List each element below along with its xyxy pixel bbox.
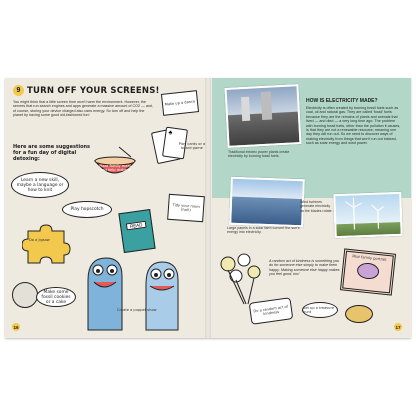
fossil-cookie-bubble: Make some fossil cookies or a cake: [36, 287, 76, 307]
book-gutter: [205, 78, 211, 338]
dance-note-text: Make up a dance: [164, 99, 196, 107]
learn-skill-bubble: Learn a new skill, maybe a language or how to knit: [11, 172, 69, 198]
page-title: TURN OFF YOUR SCREENS!: [27, 86, 160, 96]
section-number-badge: 9: [13, 85, 24, 96]
electricity-heading: HOW IS ELECTRICITY MADE?: [306, 98, 378, 104]
treasure-hunt-text: Set up a treasure hunt: [303, 305, 335, 314]
coin-icon: [345, 305, 373, 323]
suggestions-heading: Here are some suggestions for a fun day of digital detoxing:: [13, 144, 91, 162]
power-plant-caption: Traditional electric power plants create electricity by burning fossil fuels.: [228, 150, 290, 159]
tidy-room-text: Tidy your room (hal!): [172, 202, 200, 213]
tidy-room-note: [167, 194, 205, 222]
fossil-cookie-icon: [12, 282, 38, 308]
treasure-hunt-bubble: [302, 302, 338, 318]
wind-turbines-icon: [335, 194, 396, 232]
puppet-show-label: Create a puppet show: [117, 308, 157, 312]
power-plant-photo: [224, 84, 301, 148]
kindness-text: A random act of kindness is something you do for someone else simply to make them happy. Making someone else happy makes you feel good, too!: [269, 259, 340, 277]
left-page-number: 16: [13, 324, 19, 330]
portrait-frame: [340, 248, 396, 295]
chimney-shape: [241, 97, 250, 121]
play-cards-label: Play cards or a board game: [178, 142, 206, 151]
dance-note: [161, 90, 199, 116]
pizza-bowl-icon: [91, 145, 139, 181]
solar-farm-photo: [229, 177, 305, 228]
wind-farm-photo: [333, 192, 402, 238]
pizza-label: Pizza family meal and help make it: [99, 164, 131, 173]
jigsaw-label: Do a jigsaw: [29, 238, 50, 242]
sock-puppets-icon: [74, 250, 194, 332]
book-icon: [118, 209, 155, 253]
kindness-tag-text: Do a random act of kindness: [253, 304, 289, 317]
portrait-label: Pilot family portrait: [352, 254, 387, 262]
intro-paragraph: You might think that a little screen time won't harm the environment. However, the servers that run search engines and apps generate a massive amount of CO2 — and, of course, storing your device charged also uses energy. So turn off and help the planet by having some good old-fashioned fun!: [13, 100, 153, 118]
hopscotch-bubble: Play hopscotch: [62, 201, 112, 218]
flower-bouquet-icon: [214, 250, 270, 306]
electricity-paragraph: Electricity is often created by burning fossil fuels such as coal, oil and natural gas. They are called 'fossil' fuels because they are the remains of plants and animals that lived — and died — a very long time ago. The problem with burning fossil fuels, other than the pollution it causes, is that they are not a renewable resource, meaning one day they will run out. So we need to discover ways of making electricity from things that won't run out instead, such as solar energy and wind power.: [306, 106, 401, 146]
book-title: READ: [126, 221, 147, 231]
jigsaw-piece-icon: [22, 223, 72, 265]
chimney-shape: [261, 92, 272, 120]
wind-turbine-caption: Wind turbines generate electricity as the blades rotate.: [300, 200, 333, 213]
right-page-number: 17: [395, 324, 401, 330]
playing-card-icon: ♣: [162, 127, 188, 160]
hippo-portrait-icon: [356, 262, 380, 280]
solar-farm-caption: Large panels in a solar farm convert the sun's energy into electricity.: [227, 226, 300, 235]
